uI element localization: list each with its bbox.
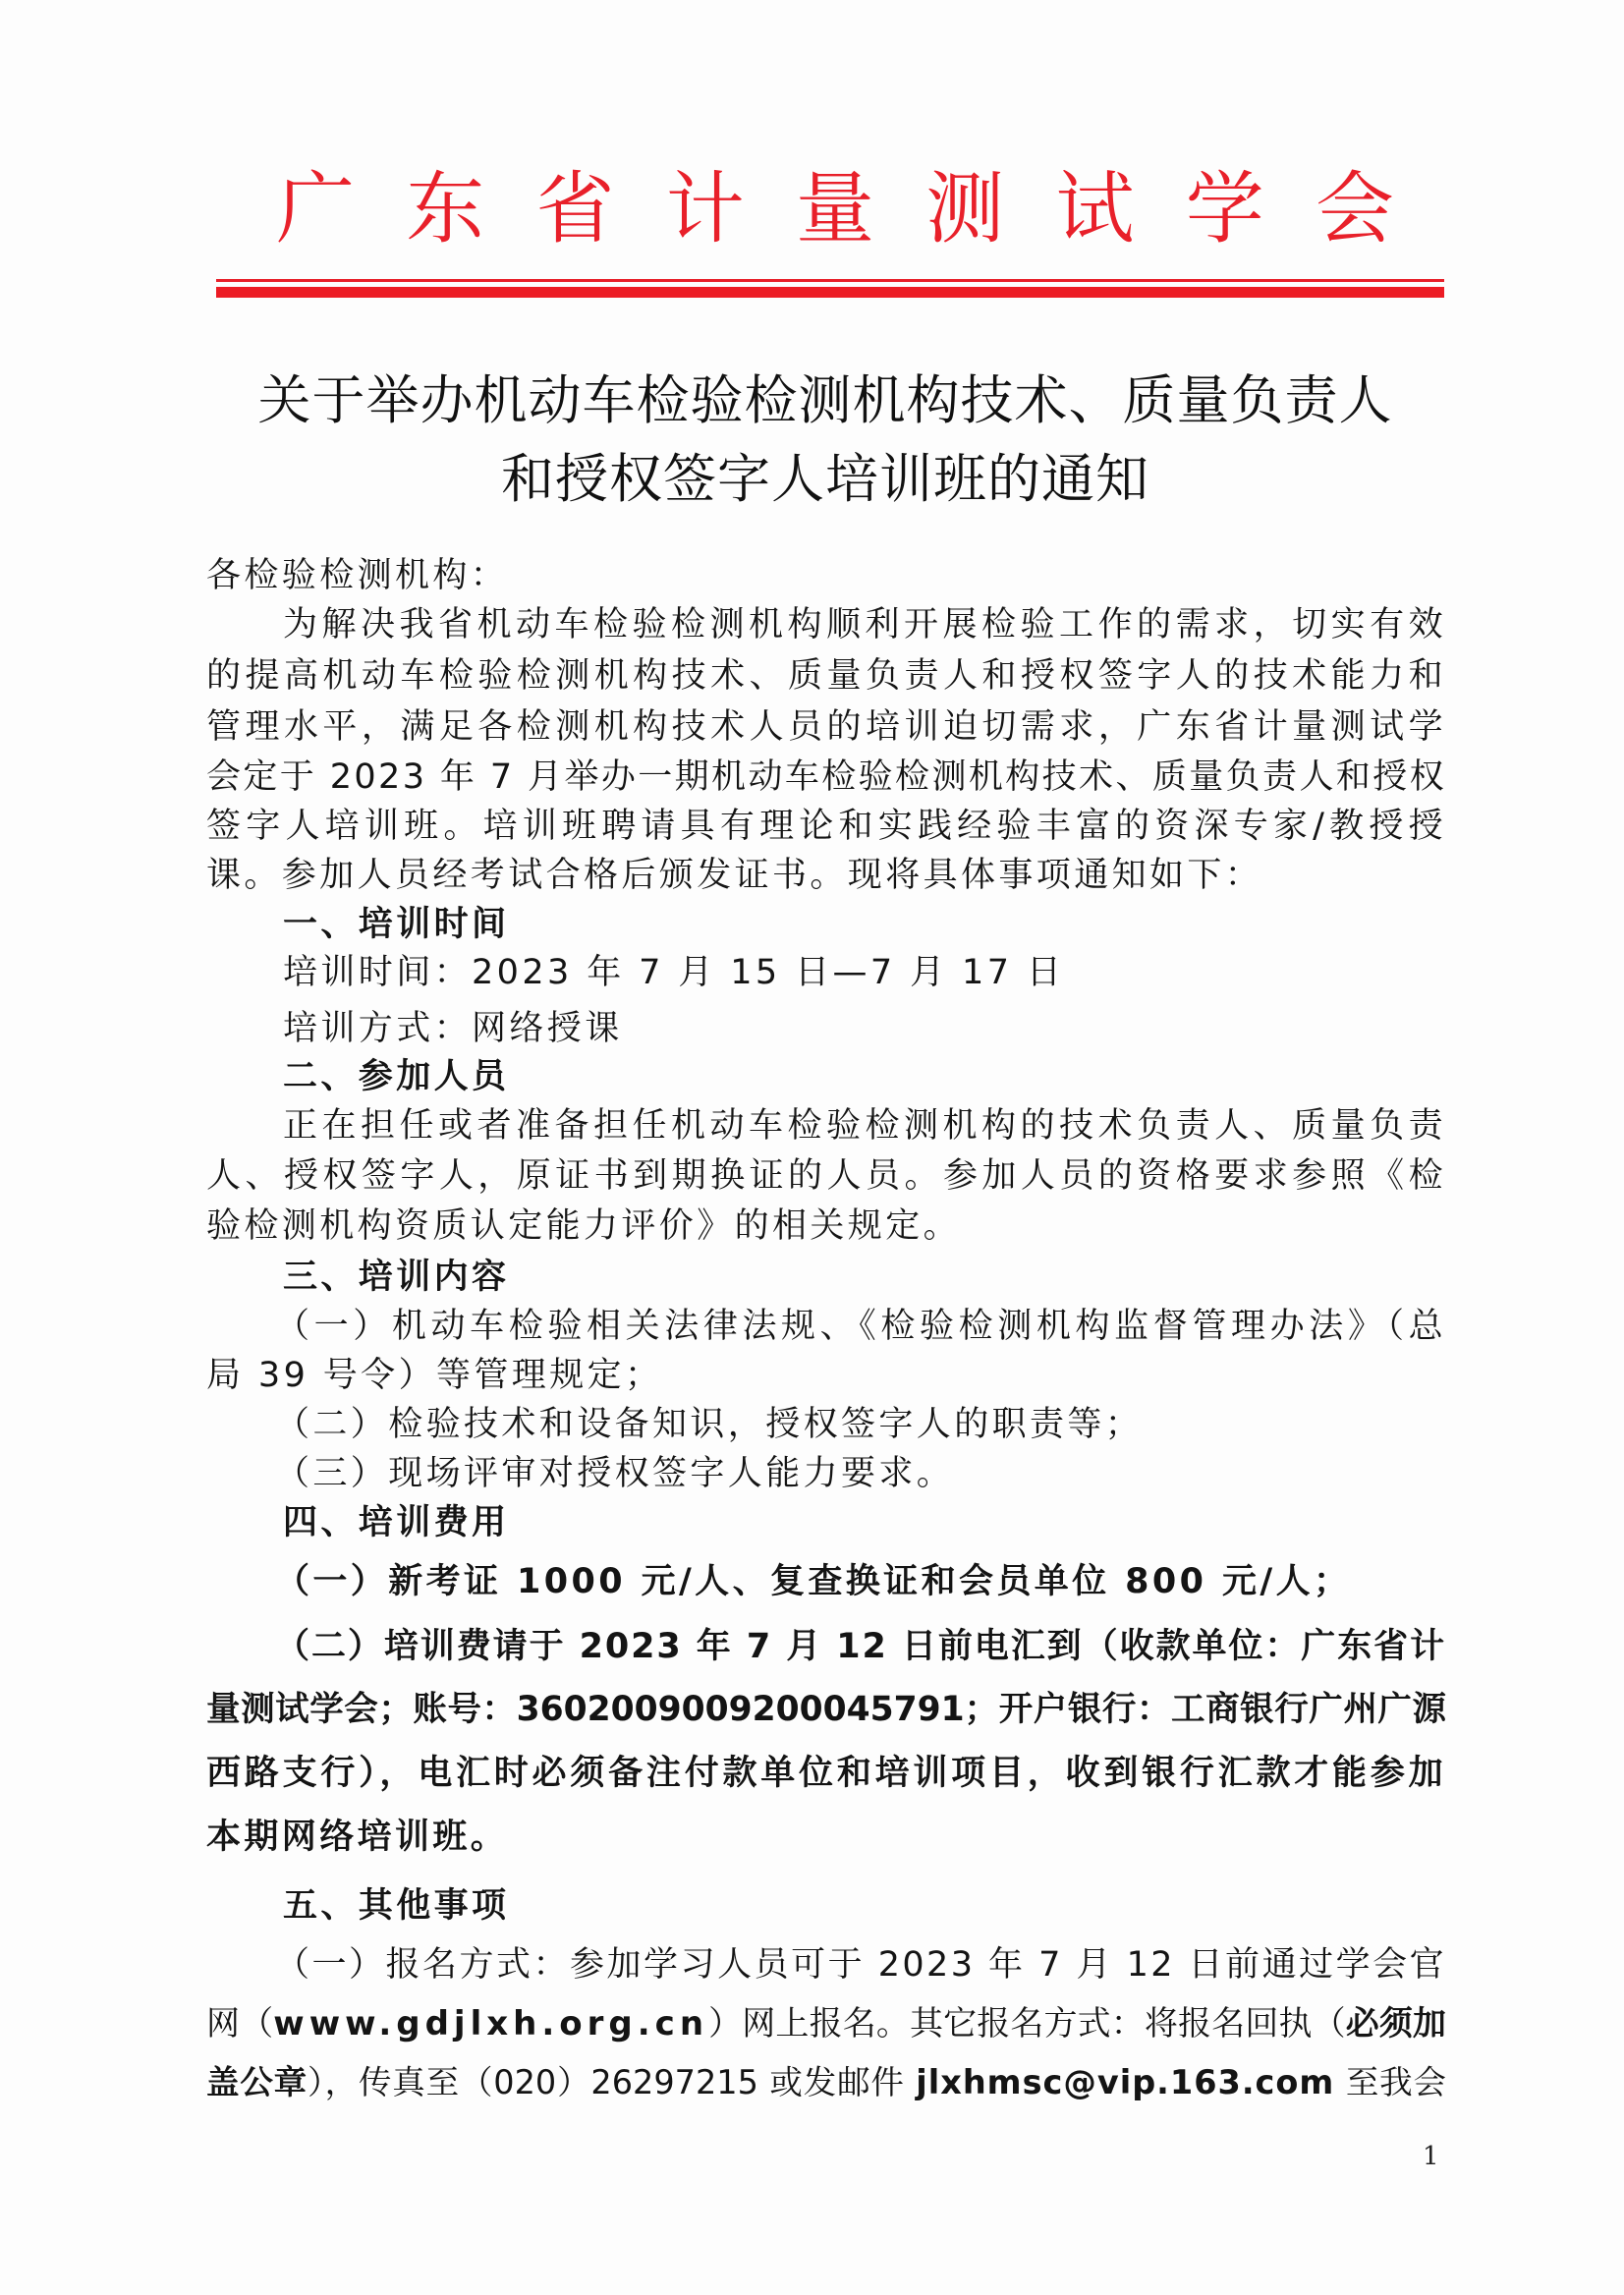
text-segment: 至我会 — [1334, 2063, 1447, 2101]
content-item-3: （三）现场评审对授权签字人能力要求。 — [275, 1454, 955, 1493]
content-item-2: （二）检验技术和设备知识，授权签字人的职责等； — [275, 1405, 1144, 1444]
org-char: 省 — [535, 163, 615, 254]
registration-line — [206, 2004, 1446, 2043]
intro-line: 管理水平，满足各检测机构技术人员的培训迫切需求，广东省计量测试学 — [206, 707, 1446, 747]
email-link[interactable]: jlxhmsc@vip.163.com — [916, 2063, 1335, 2101]
content-item-1: （一）机动车检验相关法律法规、《检验检测机构监督管理办法》（总 — [275, 1307, 1446, 1346]
section-heading-3: 三、培训内容 — [283, 1258, 510, 1297]
org-char: 东 — [406, 163, 485, 254]
section-heading-1: 一、培训时间 — [283, 905, 510, 944]
section-heading-5: 五、其他事项 — [283, 1886, 510, 1926]
website-link[interactable]: www.gdjlxh.org.cn — [273, 2004, 709, 2043]
text-segment-bold: 必须加 — [1345, 2004, 1447, 2043]
participants-line: 正在担任或者准备担任机动车检验检测机构的技术负责人、质量负责 — [283, 1106, 1446, 1146]
letterhead-rule-thin — [216, 279, 1444, 282]
letterhead-rule-thick — [216, 287, 1444, 298]
document-title-line-1: 关于举办机动车检验检测机构技术、质量负责人 — [257, 369, 1393, 431]
registration-line — [206, 2063, 1446, 2102]
text-segment: ）网上报名。其它报名方式：将报名回执（ — [708, 2004, 1346, 2043]
page-number: 1 — [1423, 2142, 1439, 2171]
letterhead-org-name — [275, 165, 1395, 253]
fee-item-2-line: （二）培训费请于 2023 年 7 月 12 日前电汇到（收款单位：广东省计 — [275, 1627, 1446, 1666]
org-char: 测 — [925, 163, 1005, 254]
intro-line: 课。参加人员经考试合格后颁发证书。现将具体事项通知如下： — [206, 856, 1263, 895]
org-char: 广 — [276, 163, 355, 254]
text-segment: ），传真至（020）26297215 或发邮件 — [308, 2063, 917, 2101]
intro-line: 为解决我省机动车检验检测机构顺利开展检验工作的需求，切实有效 — [283, 605, 1446, 644]
org-char: 计 — [665, 163, 745, 254]
intro-line: 签字人培训班。培训班聘请具有理论和实践经验丰富的资深专家/教授授 — [206, 807, 1446, 846]
participants-line: 验检测机构资质认定能力评价》的相关规定。 — [206, 1206, 962, 1246]
org-char: 试 — [1055, 163, 1135, 254]
salutation: 各检验检测机构： — [206, 556, 509, 595]
document-title-line-2: 和授权签字人培训班的通知 — [501, 448, 1149, 510]
intro-line: 的提高机动车检验检测机构技术、质量负责人和授权签字人的技术能力和 — [206, 656, 1446, 696]
section-heading-2: 二、参加人员 — [283, 1057, 510, 1096]
intro-line: 会定于 2023 年 7 月举办一期机动车检验检测机构技术、质量负责人和授权 — [206, 757, 1447, 797]
content-item-1-cont: 局 39 号令）等管理规定； — [206, 1356, 663, 1395]
text-segment-bold: 盖公章 — [206, 2063, 308, 2101]
org-char: 会 — [1316, 163, 1394, 254]
registration-line: （一）报名方式：参加学习人员可于 2023 年 7 月 12 日前通过学会官 — [275, 1945, 1446, 1985]
participants-line: 人、授权签字人，原证书到期换证的人员。参加人员的资格要求参照《检 — [206, 1156, 1446, 1196]
training-mode: 培训方式：网络授课 — [283, 1009, 623, 1048]
org-char: 量 — [796, 163, 874, 254]
training-time: 培训时间：2023 年 7 月 15 日—7 月 17 日 — [283, 953, 1065, 992]
fee-item-1: （一）新考证 1000 元/人、复查换证和会员单位 800 元/人； — [275, 1562, 1352, 1601]
fee-item-2-line: 西路支行），电汇时必须备注付款单位和培训项目，收到银行汇款才能参加 — [206, 1754, 1446, 1793]
org-char: 学 — [1185, 163, 1264, 254]
text-segment: 网（ — [206, 2004, 274, 2043]
fee-item-2-line: 量测试学会；账号：3602009009200045791；开户银行：工商银行广州广源 — [206, 1690, 1446, 1729]
fee-item-2-line: 本期网络培训班。 — [206, 1818, 509, 1857]
section-heading-4: 四、培训费用 — [283, 1503, 510, 1542]
